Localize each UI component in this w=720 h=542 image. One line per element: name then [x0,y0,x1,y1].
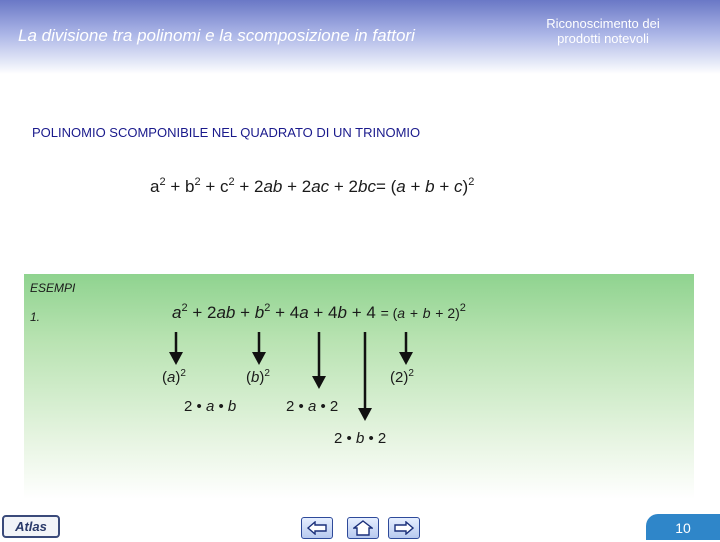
annotation-product-ab: 2 • a • b [184,398,237,415]
back-arrow-icon [307,521,327,535]
topic-title-line1: Riconoscimento dei [546,16,660,31]
example-number: 1. [30,310,41,324]
home-icon [353,520,373,536]
annotation-two-squared: $(2)^2$ [390,368,414,386]
back-button[interactable] [301,517,333,539]
example-formula: $a^2 + 2ab + b^2 + 4a + 4b + 4 = (a + b + 2)^2$ [172,302,466,322]
topic-title-line2: prodotti notevoli [557,31,649,46]
arrow-down-icon [251,332,267,366]
annotation-product-b2: 2 • b • 2 [334,430,387,447]
arrow-down-icon [398,332,414,366]
annotation-b-squared: $(b)^2$ [246,368,270,386]
examples-label: ESEMPI [30,281,76,295]
arrow-down-icon [168,332,184,366]
forward-arrow-icon [394,521,414,535]
arrow-down-icon [311,332,327,390]
annotation-a-squared: $(a)^2$ [162,368,186,386]
page-title: La divisione tra polinomi e la scomposizione in fattori [18,26,415,45]
topic-title [518,16,688,46]
home-button[interactable] [347,517,379,539]
page-number: 10 [646,514,720,540]
atlas-logo: Atlas [2,515,60,538]
forward-button[interactable] [388,517,420,539]
arrow-down-icon [357,332,373,422]
main-formula: $a^2 + b^2 + c^2 + 2ab + 2ac + 2bc= (a + b + c)^2$ [150,176,475,196]
section-title: POLINOMIO SCOMPONIBILE NEL QUADRATO DI UN TRINOMIO [32,125,421,140]
annotation-product-a2: 2 • a • 2 [286,398,339,415]
